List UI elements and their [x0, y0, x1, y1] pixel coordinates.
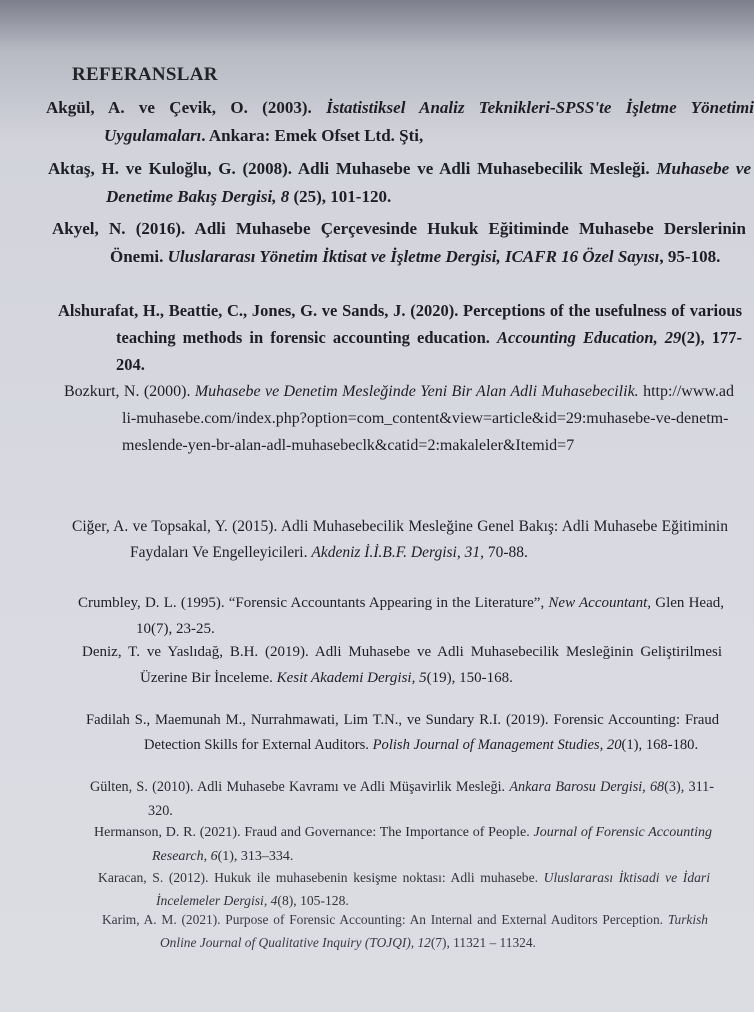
reference-tail: (25), 101-120.: [289, 187, 392, 206]
reference-aktas: [48, 155, 751, 211]
reference-text: Ciğer, A. ve Topsakal, Y. (2015). Adli Muhasebecilik Mesleğine Genel Bakış: Adli Muhasebe Eğitiminin Faydaları Ve Engelleyicileri.: [72, 518, 728, 561]
reference-tail: (2), 177-204.: [116, 328, 743, 374]
reference-italic: Muhasebe ve Denetime Bakış Dergisi, 8: [106, 159, 751, 206]
reference-crumbley: [78, 590, 724, 642]
reference-text: Alshurafat, H., Beattie, C., Jones, G. ve Sands, J. (2020). Perceptions of the usefulness of various teaching methods in forensic accounting education.: [58, 301, 742, 347]
reference-text: Crumbley, D. L. (1995). “Forensic Accountants Appearing in the Literature”,: [78, 595, 549, 611]
reference-tail: (19), 150-168.: [426, 669, 513, 686]
reference-italic: Ankara Barosu Dergisi, 68: [509, 779, 665, 795]
reference-italic: Turkish Online Journal of Qualitative Inquiry (TOJQI), 12: [160, 912, 708, 950]
reference-italic: İstatistiksel Analiz Teknikleri-SPSS'te İşletme Yönetimi Uygulamaları: [104, 98, 754, 145]
reference-italic: New Accountant,: [548, 595, 652, 611]
reference-tail: , 95-108.: [659, 247, 721, 266]
reference-tail: (3), 311-320.: [148, 779, 714, 819]
reference-fadilah: [86, 708, 719, 757]
reference-text: Gülten, S. (2010). Adli Muhasebe Kavramı ve Adli Müşavirlik Mesleği.: [90, 779, 510, 795]
reference-text: Bozkurt, N. (2000).: [64, 383, 195, 400]
reference-tail: (1), 313–334.: [217, 848, 294, 864]
reference-text: Akgül, A. ve Çevik, O. (2003).: [46, 98, 327, 117]
reference-url: http://www.adli-muhasebe.com/index.php?option=com_content&view=article&id=29:muhasebe-ve-denetm-meslende-yen-br-alan-adl-muhasebeclk&catid=2:makaleler&Itemid=7: [122, 383, 735, 454]
reference-tail: Glen Head, 10(7), 23-25.: [136, 595, 725, 637]
reference-bozkurt: [64, 378, 734, 459]
reference-karim: [102, 909, 708, 954]
reference-deniz: [82, 640, 722, 691]
reference-tail: (8), 105-128.: [277, 893, 349, 908]
reference-tail: 70-88.: [484, 544, 528, 561]
reference-karacan: [98, 866, 710, 912]
reference-text: Akyel, N. (2016). Adli Muhasebe Çerçevesinde Hukuk Eğitiminde Muhasebe Derslerinin Önemi.: [52, 219, 746, 266]
reference-tail: (7), 11321 – 11324.: [430, 934, 536, 950]
reference-italic: Uluslararası İktisadi ve İdari İncelemeler Dergisi, 4: [156, 870, 710, 908]
reference-hermanson: [94, 821, 712, 868]
reference-gulten: [90, 775, 714, 823]
reference-text: Deniz, T. ve Yaslıdağ, B.H. (2019). Adli Muhasebe ve Adli Muhasebecilik Mesleğinin Geliştirilmesi Üzerine Bir İnceleme.: [82, 644, 722, 686]
reference-italic: Muhasebe ve Denetim Mesleğinde Yeni Bir Alan Adli Muhasebecilik.: [194, 383, 639, 400]
reference-italic: Polish Journal of Management Studies, 20: [372, 736, 622, 753]
reference-akyel: [52, 215, 746, 271]
reference-italic: Uluslararası Yönetim İktisat ve İşletme Dergisi, ICAFR 16 Özel Sayısı: [167, 247, 660, 266]
reference-text: Karacan, S. (2012). Hukuk ile muhasebenin kesişme noktası: Adli muhasebe.: [98, 870, 544, 885]
reference-text: Hermanson, D. R. (2021). Fraud and Governance: The Importance of People.: [94, 825, 534, 840]
reference-text: Fadilah S., Maemunah M., Nurrahmawati, Lim T.N., ve Sundary R.I. (2019). Forensic Accounting: Fraud Detection Skills for External Auditors.: [86, 712, 719, 753]
reference-tail: (1), 168-180.: [621, 736, 699, 753]
reference-tail: . Ankara: Emek Ofset Ltd. Şti,: [201, 126, 424, 145]
reference-italic: Akdeniz İ.İ.B.F. Dergisi, 31,: [311, 544, 484, 561]
reference-text: Aktaş, H. ve Kuloğlu, G. (2008). Adli Muhasebe ve Adli Muhasebecilik Mesleği.: [48, 159, 657, 178]
reference-italic: Accounting Education, 29: [497, 328, 682, 347]
reference-italic: Kesit Akademi Dergisi, 5: [276, 669, 427, 686]
reference-ciger: [72, 514, 728, 566]
reference-alshurafat: [58, 297, 742, 378]
reference-text: Karim, A. M. (2021). Purpose of Forensic Accounting: An Internal and External Auditors Perception.: [102, 912, 668, 927]
reference-akgul: [46, 94, 754, 150]
references-heading: REFERANSLAR: [72, 64, 218, 85]
reference-italic: Journal of Forensic Accounting Research, 6: [152, 825, 712, 864]
